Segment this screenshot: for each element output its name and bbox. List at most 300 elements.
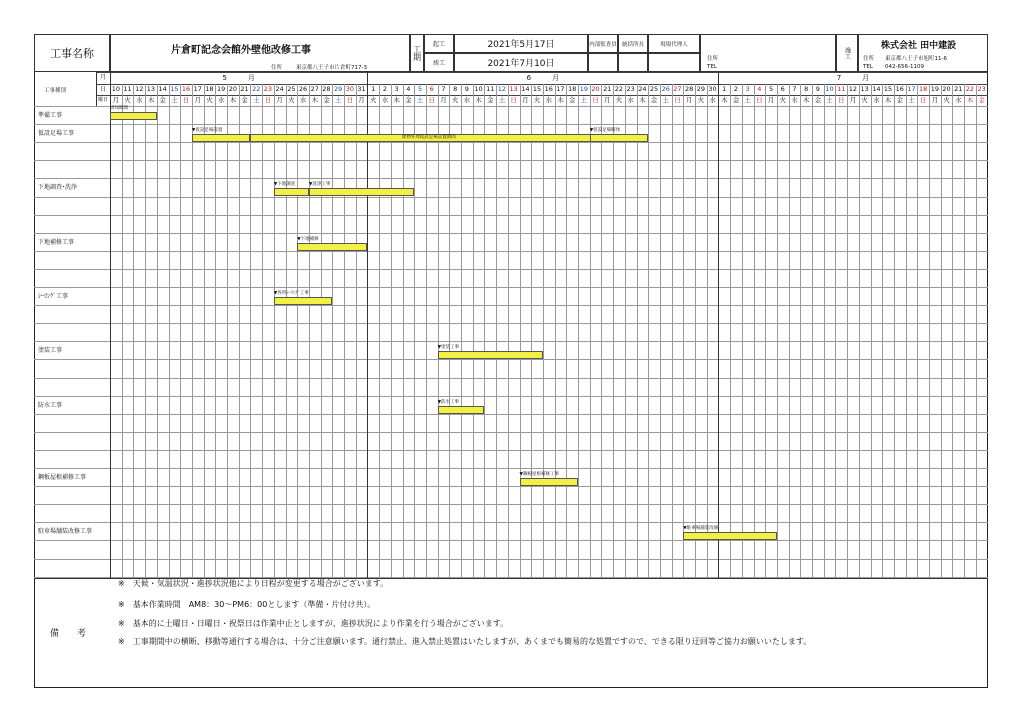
day-number: 23 (977, 85, 986, 93)
grid-col-line (332, 84, 333, 578)
grid-row-line (34, 396, 988, 397)
day-number: 1 (371, 85, 376, 93)
grid-col-line (906, 84, 907, 578)
grid-row-line (34, 504, 988, 505)
day-number: 6 (429, 85, 434, 93)
day-number: 11 (486, 85, 495, 93)
grid-row-line (34, 233, 988, 234)
day-number: 10 (474, 85, 483, 93)
day-number: 10 (825, 85, 834, 93)
task-bar (438, 406, 485, 414)
grid-col-line (578, 84, 579, 578)
weekday: 金 (650, 96, 658, 104)
grid-col-line (613, 84, 614, 578)
weekday: 金 (814, 96, 822, 104)
grid-col-line (859, 84, 860, 578)
weekday: 月 (685, 96, 693, 104)
period-label: 工期 (410, 34, 424, 72)
weekday: 火 (615, 96, 623, 104)
remark-line-2: ※ 基本作業時間 AM8：30～PM6：00とします（準備・片付け共）。 (118, 600, 376, 609)
grid-col-line (824, 84, 825, 578)
day-number: 15 (170, 85, 179, 93)
day-number: 26 (661, 85, 670, 93)
weekday: 水 (381, 96, 389, 104)
grid-col-line (122, 84, 123, 578)
grid-col-line (496, 84, 497, 578)
day-number: 31 (357, 85, 366, 93)
task-name: 駐車場舗装改修工事 (38, 528, 93, 536)
grid-row-line (34, 160, 988, 161)
grid-col-line (379, 84, 380, 578)
weekday: 木 (147, 96, 155, 104)
weekday: 日 (837, 96, 845, 104)
weekday: 木 (884, 96, 892, 104)
weekday: 火 (943, 96, 950, 104)
weekday: 木 (557, 96, 564, 104)
day-number: 4 (757, 85, 762, 93)
grid-col-line (637, 84, 638, 578)
day-number: 1 (722, 85, 727, 93)
task-type-label: 工事種別 (44, 88, 67, 94)
task-bar (520, 478, 579, 486)
site-address-label: 住所 (271, 65, 283, 71)
weekday: 土 (252, 96, 260, 104)
grid-col-line (133, 84, 134, 578)
day-number: 10 (111, 85, 120, 93)
day-number: 5 (768, 85, 774, 93)
month-divider (718, 72, 719, 578)
day-number: 18 (568, 85, 577, 93)
grid-col-line (917, 84, 918, 578)
grid-col-line (660, 84, 661, 578)
grid-col-line (835, 84, 836, 578)
month-label: 5 月 (222, 74, 255, 82)
weekday: 木 (639, 96, 646, 104)
weekday: 土 (908, 96, 915, 104)
day-number: 28 (322, 85, 331, 93)
day-number: 27 (310, 85, 319, 93)
grid-row-line (34, 486, 988, 487)
grid-col-line (531, 84, 532, 578)
day-number: 15 (883, 85, 893, 93)
task-name: 下地調査･洗浄 (38, 184, 78, 192)
weekday: 金 (405, 96, 412, 104)
weekday: 火 (451, 96, 459, 104)
task-bar-label: ▼下地補修 (297, 236, 319, 242)
weekday: 火 (861, 96, 868, 104)
day-number: 16 (181, 85, 191, 93)
grid-col-line (286, 84, 287, 578)
day-number: 22 (252, 85, 261, 93)
label-col-line (96, 72, 97, 106)
grid-col-line (449, 84, 450, 578)
weekday: 水 (299, 96, 307, 104)
grid-col-line (952, 84, 953, 578)
grid-col-line (929, 84, 930, 578)
task-name: 下地補修工事 (38, 238, 75, 246)
grid-col-line (426, 84, 427, 578)
grid-col-line (473, 84, 474, 578)
weekday: 月 (849, 96, 857, 104)
grid-col-line (777, 84, 778, 578)
grid-col-line (145, 84, 146, 578)
grid-row-line (34, 251, 988, 252)
weekday: 土 (662, 96, 669, 104)
weekday: 火 (533, 96, 541, 104)
grid-col-line (297, 84, 298, 578)
grid-col-line (169, 84, 170, 578)
weekday: 月 (522, 96, 529, 104)
task-bar (274, 188, 309, 196)
weekday: 日 (510, 96, 517, 104)
grid-col-line (484, 84, 485, 578)
role-auditor: 内部監査員 (588, 34, 618, 53)
grid-row-line (34, 106, 988, 107)
grid-row-line (34, 359, 988, 360)
day-number: 3 (745, 85, 750, 93)
grid-col-line (683, 84, 684, 578)
weekday: 土 (334, 96, 342, 104)
day-number: 24 (638, 85, 647, 93)
end-date: 2021年7月10日 (454, 53, 588, 72)
day-number: 22 (965, 85, 975, 93)
grid-col-line (648, 84, 649, 578)
grid-col-line (941, 84, 942, 578)
day-number: 7 (441, 85, 446, 93)
contractor-tel: 042-656-1109 (885, 64, 924, 70)
weekday: 金 (568, 96, 576, 104)
grid-col-line (707, 84, 708, 578)
weekday: 火 (697, 96, 705, 104)
day-number: 22 (614, 85, 624, 93)
weekday: 月 (358, 96, 365, 104)
weekday: 木 (475, 96, 482, 104)
day-number: 6 (780, 85, 785, 93)
weekday: 木 (311, 96, 318, 104)
grid-row-line (34, 540, 988, 541)
grid-col-line (204, 84, 205, 578)
grid-row-line (34, 124, 988, 125)
owner-tel-label: TEL (707, 64, 717, 70)
task-name: 防水工事 (38, 401, 63, 409)
grid-row-line (34, 559, 988, 560)
task-name: 鋼板屋根補修工事 (38, 474, 87, 481)
day-number: 21 (603, 85, 612, 93)
task-name: 準備工事 (38, 112, 63, 119)
day-number: 9 (464, 85, 469, 93)
grid-row-line (34, 468, 988, 469)
remark-line-1: ※ 天候・気温状況・進捗状況他により日程が変更する場合がございます。 (118, 579, 389, 588)
day-number: 21 (240, 85, 249, 93)
grid-row-line (34, 341, 988, 342)
grid-col-line (789, 84, 790, 578)
day-number: 16 (895, 85, 904, 93)
grid-col-line (590, 84, 591, 578)
grid-col-line (461, 84, 462, 578)
weekday: 金 (159, 96, 166, 104)
day-number: 30 (345, 85, 354, 93)
weekday: 日 (346, 96, 354, 104)
task-bar (309, 188, 414, 196)
end-label: 竣工 (424, 53, 454, 72)
weekday: 水 (627, 96, 634, 104)
day-number: 20 (942, 85, 951, 93)
grid-col-line (157, 84, 158, 578)
day-number: 5 (417, 85, 423, 93)
day-number: 12 (135, 85, 144, 93)
weekday: 日 (756, 96, 763, 104)
task-bar-label: ▼塗装工事 (437, 345, 460, 351)
weekday: 水 (873, 96, 880, 104)
grid-row-line (34, 142, 988, 143)
day-number: 14 (872, 85, 881, 93)
contractor-label: 施工 (836, 34, 858, 72)
weekday: 火 (206, 96, 213, 104)
month-label: 7 月 (836, 74, 870, 82)
day-number: 25 (287, 85, 296, 93)
weekday-row-label: 曜日 (97, 97, 108, 103)
day-number: 19 (579, 85, 588, 93)
weekday: 月 (440, 96, 447, 104)
day-number: 19 (930, 85, 939, 93)
grid-col-line (742, 84, 743, 578)
gantt-chart (34, 34, 988, 688)
grid-col-line (847, 84, 848, 578)
grid-row-line (34, 178, 988, 179)
site-address: 東京都八王子市片倉町717-3 (296, 65, 367, 71)
grid-col-line (894, 84, 895, 578)
month-divider (367, 72, 368, 578)
day-number: 23 (626, 85, 635, 93)
day-number: 11 (837, 85, 846, 93)
grid-col-line (344, 84, 345, 578)
day-number: 18 (205, 85, 214, 93)
weekday: 水 (135, 96, 143, 104)
weekday: 金 (732, 96, 740, 104)
weekday: 土 (744, 96, 751, 104)
task-bar-label: ▼各所ｼｰﾘﾝｸﾞ工事 (273, 291, 309, 296)
day-number: 21 (954, 85, 963, 93)
day-number: 3 (394, 85, 399, 93)
weekday: 月 (194, 96, 201, 104)
grid-col-line (976, 84, 977, 578)
weekday: 日 (182, 96, 190, 104)
grid-col-line (356, 84, 357, 578)
weekday: 日 (919, 96, 927, 104)
day-number: 28 (685, 85, 694, 93)
task-bar-label: ▼洗浄工事 (308, 182, 331, 188)
grid-col-line (882, 84, 883, 578)
remark-line-4: ※ 工事期間中の横断、移動等通行する場合は、十分ご注意願います。通行禁止、進入禁止処置はいたしますが、あくまでも簡易的な処置ですので、できる限り迂回等ご協力お願いいたします。 (118, 637, 812, 646)
day-number: 17 (907, 85, 916, 93)
weekday: 木 (393, 96, 400, 104)
day-number: 13 (509, 85, 518, 93)
day-number: 14 (521, 85, 530, 93)
weekday: 月 (767, 96, 775, 104)
task-bar-label: ▼駐車場舗装改修 (683, 526, 719, 532)
weekday: 火 (124, 96, 131, 104)
grid-col-line (192, 84, 193, 578)
grid-row-line (34, 287, 988, 288)
role-director: 統括所長 (618, 34, 648, 53)
day-number: 7 (792, 85, 797, 93)
day-number: 24 (275, 85, 284, 93)
contractor-address-label: 住所 (863, 56, 875, 62)
weekday: 木 (720, 96, 728, 104)
task-bar (274, 297, 333, 305)
weekday: 水 (709, 96, 716, 104)
grid-row-line (34, 215, 988, 216)
grid-row-line (34, 450, 988, 451)
weekday: 日 (592, 96, 599, 104)
day-number: 17 (193, 85, 202, 93)
day-number: 2 (733, 85, 738, 93)
day-number: 19 (217, 85, 226, 93)
weekday: 水 (217, 96, 225, 104)
grid-col-line (391, 84, 392, 578)
grid-col-line (765, 84, 766, 578)
grid-row-line (34, 522, 988, 523)
day-number: 18 (919, 85, 928, 93)
task-bar-label: ▼仮設足場解体 (589, 128, 621, 134)
weekday: 木 (966, 96, 974, 104)
task-bar (438, 351, 543, 359)
task-bar-label: ▼下地調査 (273, 182, 296, 188)
project-name: 片倉町記念会館外壁他改修工事 (171, 45, 311, 56)
day-number: 16 (544, 85, 553, 93)
task-name: ｼｰﾘﾝｸﾞ工事 (38, 293, 69, 300)
weekday: 土 (498, 96, 506, 104)
weekday: 金 (486, 96, 494, 104)
task-bar (297, 243, 367, 251)
grid-col-line (438, 84, 439, 578)
day-number: 4 (406, 85, 411, 93)
weekday: 木 (802, 96, 810, 104)
day-number: 17 (556, 85, 565, 93)
weekday: 日 (428, 96, 435, 104)
task-name: 仮設足場工事 (38, 130, 75, 138)
weekday: 月 (276, 96, 283, 104)
day-number: 29 (696, 85, 705, 93)
remark-line-3: ※ 基本的に土曜日・日曜日・祝祭日は作業中止としますが、進捗状況により作業を行う場合がございます。 (118, 619, 509, 628)
day-number: 27 (673, 85, 682, 93)
grid-col-line (414, 84, 415, 578)
day-number: 13 (146, 85, 156, 93)
grid-row-line (34, 269, 988, 270)
month-row-label: 月 (99, 74, 106, 81)
task-bar (110, 112, 157, 120)
role-site-agent: 現場代理人 (648, 34, 700, 53)
weekday: 木 (229, 96, 237, 104)
grid-col-line (730, 84, 731, 578)
grid-col-line (543, 84, 544, 578)
day-number: 12 (497, 85, 507, 93)
weekday: 金 (241, 96, 248, 104)
contractor-address: 東京都八王子市旭町11-6 (885, 56, 947, 62)
task-bar (683, 532, 777, 540)
grid-col-line (309, 84, 310, 578)
day-number: 15 (532, 85, 542, 93)
weekday: 火 (369, 96, 377, 104)
day-row-label: 日 (99, 86, 106, 93)
task-bar-label: 建物外周仮設足場設置期間 (401, 135, 456, 141)
grid-col-line (871, 84, 872, 578)
weekday: 金 (978, 96, 985, 104)
grid-col-line (964, 84, 965, 578)
start-date: 2021年5月17日 (454, 34, 588, 53)
day-number: 29 (334, 85, 343, 93)
day-number: 2 (382, 85, 387, 93)
grid-col-line (754, 84, 755, 578)
grid-row-line (34, 414, 988, 415)
weekday: 土 (826, 96, 833, 104)
grid-col-line (215, 84, 216, 578)
task-bar (192, 134, 251, 142)
grid-col-line (262, 84, 263, 578)
weekday: 火 (779, 96, 786, 104)
grid-col-line (274, 84, 275, 578)
day-number: 25 (649, 85, 659, 93)
weekday: 月 (112, 96, 120, 104)
day-number: 8 (804, 85, 809, 93)
weekday: 水 (545, 96, 552, 104)
day-number: 14 (158, 85, 167, 93)
grid-col-line (672, 84, 673, 578)
weekday: 月 (603, 96, 611, 104)
weekday: 土 (580, 96, 588, 104)
day-number: 23 (263, 85, 273, 93)
grid-col-line (227, 84, 228, 578)
start-label: 起工 (424, 34, 454, 53)
grid-col-line (508, 84, 509, 578)
grid-col-line (695, 84, 696, 578)
task-bar-label: ▼防水工事 (437, 399, 460, 405)
grid-col-line (555, 84, 556, 578)
task-bar-label: ▼鋼板屋根補修工事 (519, 472, 559, 477)
weekday: 月 (931, 96, 939, 104)
day-number: 11 (123, 85, 132, 93)
remarks-label: 備 考 (50, 629, 87, 639)
weekday: 日 (674, 96, 681, 104)
month-label: 6 月 (526, 74, 560, 82)
grid-col-line (403, 84, 404, 578)
grid-col-line (321, 84, 322, 578)
grid-col-line (800, 84, 801, 578)
grid-col-line (601, 84, 602, 578)
weekday: 水 (954, 96, 962, 104)
grid-col-line (812, 84, 813, 578)
day-number: 8 (453, 85, 458, 93)
day-number: 26 (298, 85, 308, 93)
weekday: 水 (463, 96, 471, 104)
project-label: 工事名称 (34, 34, 110, 72)
grid-col-line (180, 84, 181, 578)
task-bar-label: 周知期間 (110, 106, 128, 111)
weekday: 火 (288, 96, 295, 104)
owner-address-label: 住所 (707, 56, 719, 62)
contractor-name: 株式会社 田中建設 (881, 41, 957, 51)
day-number: 30 (708, 85, 717, 93)
weekday: 金 (896, 96, 903, 104)
grid-col-line (625, 84, 626, 578)
grid-left-line (110, 72, 111, 578)
task-bar (590, 134, 649, 142)
grid-row-line (34, 378, 988, 379)
day-number: 12 (848, 85, 858, 93)
grid-row-line (34, 197, 988, 198)
weekday: 土 (416, 96, 424, 104)
contractor-tel-label: TEL (863, 64, 873, 70)
